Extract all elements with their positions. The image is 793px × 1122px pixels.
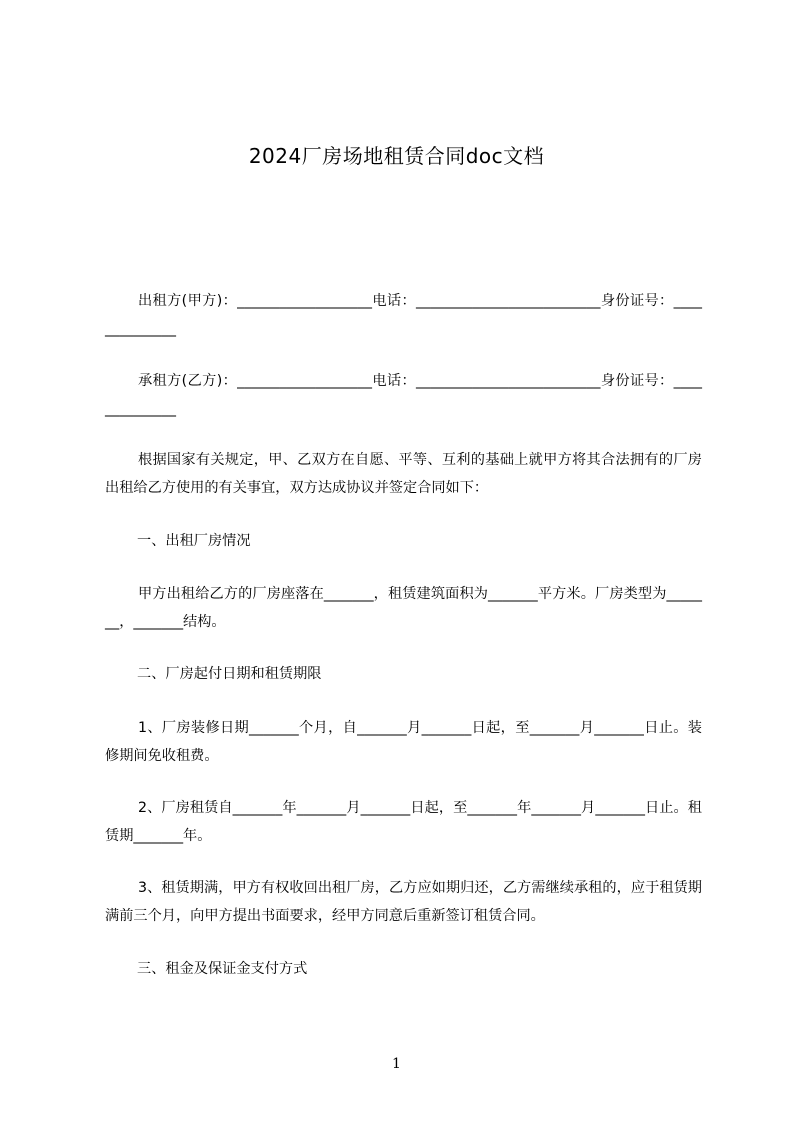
lessor-info: 出租方(甲方)：___________________电话：__________________________身份证号：______________ [105, 293, 702, 337]
page-number: 1 [392, 1056, 401, 1072]
section-3-heading: 三、租金及保证金支付方式 [137, 961, 308, 977]
section-1-body: 甲方出租给乙方的厂房座落在_______，租赁建筑面积为_______平方米。厂房类型为_______，_______结构。 [105, 586, 702, 630]
document-title: 2024厂房场地租赁合同doc文档 [248, 144, 545, 168]
section-1-heading: 一、出租厂房情况 [137, 533, 251, 549]
intro-paragraph: 根据国家有关规定，甲、乙双方在自愿、平等、互利的基础上就甲方将其合法拥有的厂房出租给乙方使用的有关事宜，双方达成协议并签定合同如下： [105, 452, 702, 496]
section-2-item-1: 1、厂房装修日期_______个月，自_______月_______日起，至_______月_______日止。装修期间免收租费。 [105, 720, 702, 764]
section-2-item-3: 3、租赁期满，甲方有权收回出租厂房，乙方应如期归还，乙方需继续承租的，应于租赁期满前三个月，向甲方提出书面要求，经甲方同意后重新签订租赁合同。 [105, 880, 702, 924]
lessee-info: 承租方(乙方)：___________________电话：__________________________身份证号：______________ [105, 373, 702, 417]
section-2-heading: 二、厂房起付日期和租赁期限 [137, 666, 322, 682]
section-2-item-2: 2、厂房租赁自_______年_______月_______日起，至_______年_______月_______日止。租赁期_______年。 [105, 800, 702, 844]
